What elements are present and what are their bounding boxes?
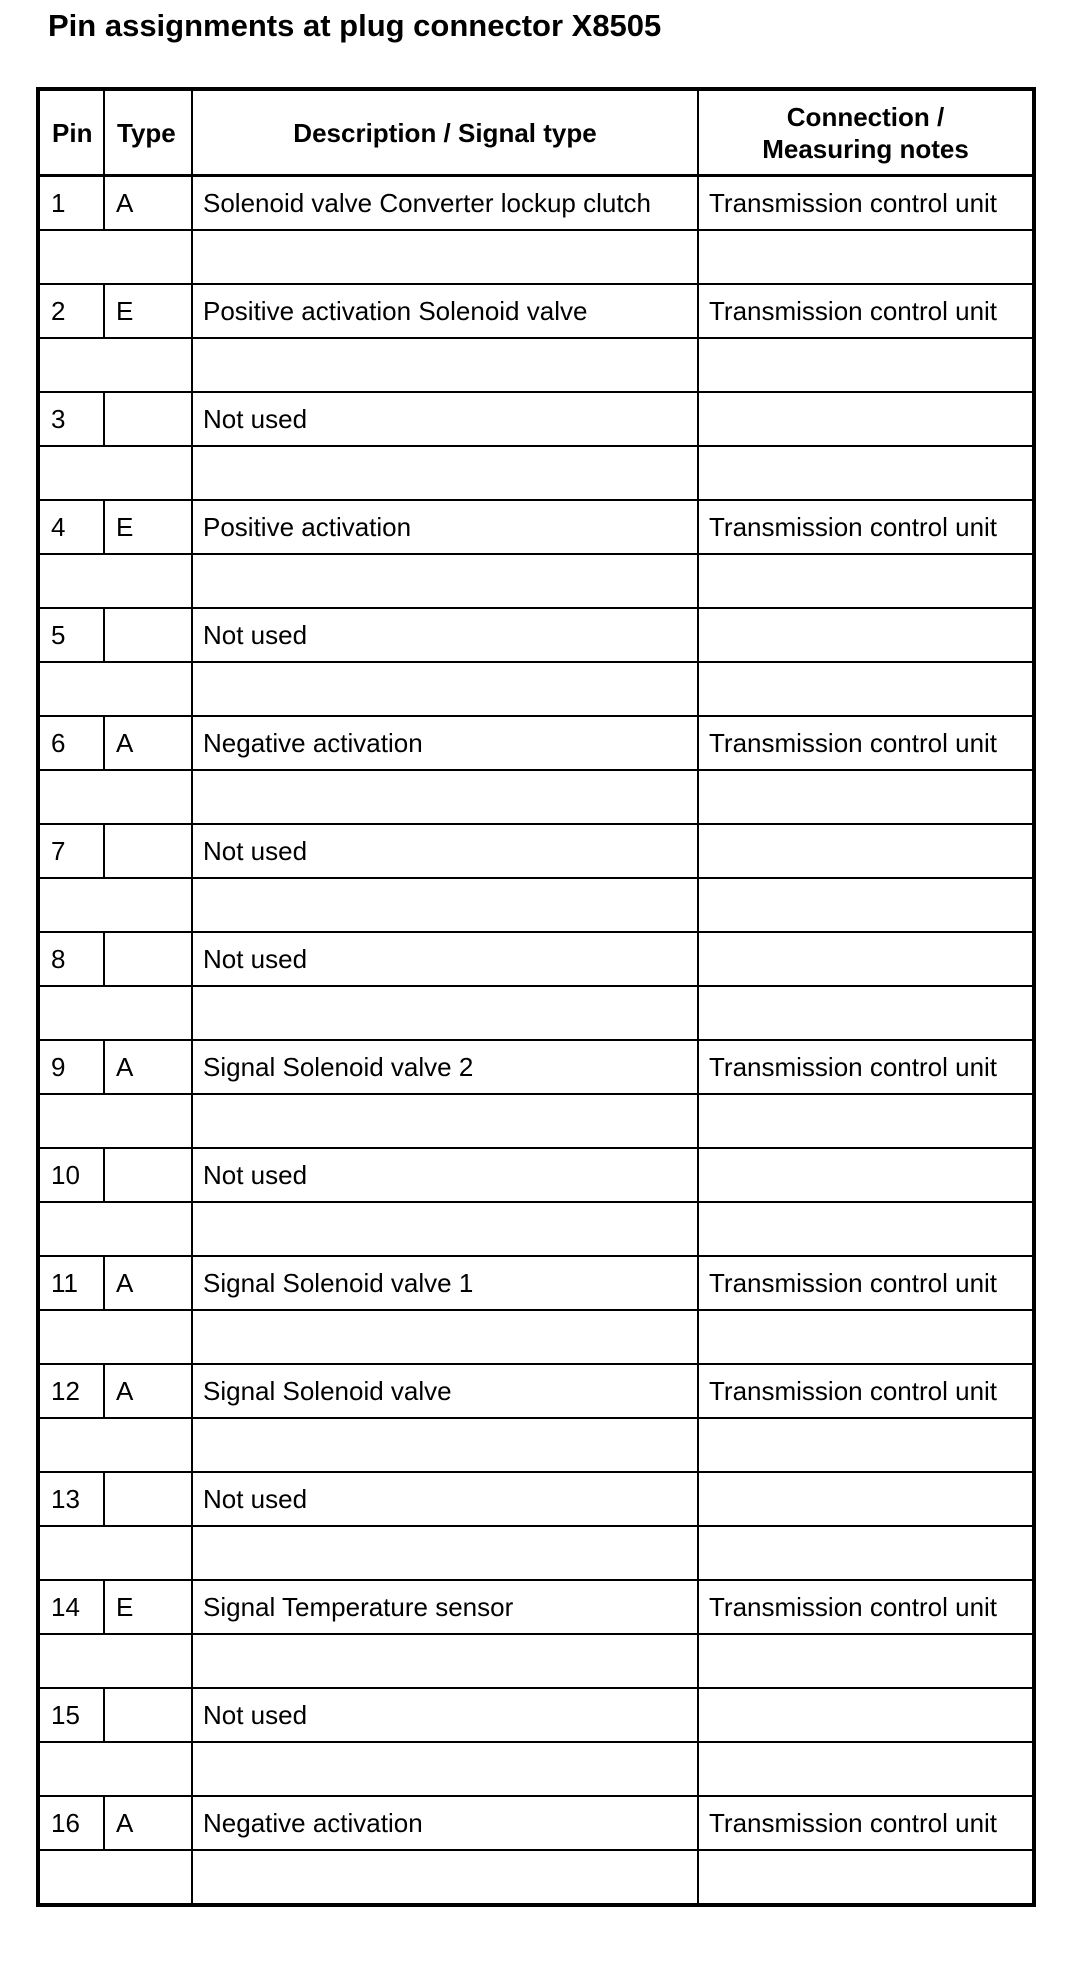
- spacer-cell: [698, 1094, 1034, 1148]
- pin-cell: 16: [38, 1796, 104, 1850]
- table-row: [38, 1796, 1034, 1850]
- spacer-cell: [698, 1202, 1034, 1256]
- connection-cell: [698, 392, 1034, 446]
- header-connection-line2: Measuring notes: [762, 133, 969, 164]
- pin-cell: 15: [38, 1688, 104, 1742]
- type-cell: A: [104, 1256, 192, 1310]
- spacer-cell: [698, 1634, 1034, 1688]
- pin-cell: 2: [38, 284, 104, 338]
- spacer-cell: [698, 1742, 1034, 1796]
- spacer-cell: [192, 1310, 698, 1364]
- description-cell: Signal Solenoid valve 2: [192, 1040, 698, 1094]
- pin-cell: 1: [38, 176, 104, 231]
- spacer-cell: [38, 770, 192, 824]
- table-row: [38, 284, 1034, 338]
- pin-cell: 10: [38, 1148, 104, 1202]
- header-description: Description / Signal type: [192, 89, 698, 176]
- spacer-cell: [192, 662, 698, 716]
- spacer-cell: [698, 230, 1034, 284]
- table-row: [38, 932, 1034, 986]
- spacer-cell: [698, 1526, 1034, 1580]
- connection-cell: [698, 608, 1034, 662]
- type-cell: [104, 932, 192, 986]
- spacer-cell: [698, 554, 1034, 608]
- table-row: [38, 608, 1034, 662]
- spacer-cell: [38, 1418, 192, 1472]
- spacer-cell: [698, 1418, 1034, 1472]
- header-type: Type: [104, 89, 192, 176]
- pin-cell: 4: [38, 500, 104, 554]
- spacer-cell: [698, 1850, 1034, 1905]
- spacer-cell: [698, 1310, 1034, 1364]
- spacer-cell: [192, 1742, 698, 1796]
- spacer-cell: [38, 986, 192, 1040]
- type-cell: E: [104, 284, 192, 338]
- table-row: [38, 1688, 1034, 1742]
- type-cell: [104, 392, 192, 446]
- connection-cell: [698, 824, 1034, 878]
- type-cell: A: [104, 716, 192, 770]
- description-cell: Not used: [192, 1688, 698, 1742]
- spacer-row: [38, 1202, 1034, 1256]
- spacer-row: [38, 770, 1034, 824]
- pin-cell: 6: [38, 716, 104, 770]
- spacer-cell: [38, 1850, 192, 1905]
- header-connection: [698, 89, 1034, 176]
- spacer-cell: [192, 1094, 698, 1148]
- type-cell: [104, 608, 192, 662]
- description-cell: Not used: [192, 1148, 698, 1202]
- table-row: [38, 1256, 1034, 1310]
- spacer-cell: [698, 338, 1034, 392]
- description-cell: Signal Solenoid valve 1: [192, 1256, 698, 1310]
- spacer-cell: [192, 554, 698, 608]
- spacer-cell: [192, 878, 698, 932]
- type-cell: A: [104, 1796, 192, 1850]
- spacer-row: [38, 554, 1034, 608]
- spacer-cell: [698, 662, 1034, 716]
- type-cell: A: [104, 1364, 192, 1418]
- spacer-cell: [192, 1418, 698, 1472]
- pin-cell: 7: [38, 824, 104, 878]
- spacer-cell: [698, 446, 1034, 500]
- spacer-cell: [38, 1634, 192, 1688]
- spacer-cell: [192, 338, 698, 392]
- connection-cell: [698, 1148, 1034, 1202]
- connection-cell: Transmission control unit: [698, 1580, 1034, 1634]
- spacer-cell: [192, 230, 698, 284]
- spacer-row: [38, 446, 1034, 500]
- table-header-row: [38, 89, 1034, 176]
- spacer-cell: [698, 878, 1034, 932]
- description-cell: Not used: [192, 608, 698, 662]
- spacer-row: [38, 878, 1034, 932]
- spacer-row: [38, 1634, 1034, 1688]
- spacer-cell: [192, 446, 698, 500]
- description-cell: Solenoid valve Converter lockup clutch: [192, 176, 698, 231]
- spacer-cell: [38, 554, 192, 608]
- table-row: [38, 1040, 1034, 1094]
- table-row: [38, 1364, 1034, 1418]
- spacer-cell: [38, 878, 192, 932]
- type-cell: E: [104, 1580, 192, 1634]
- pin-cell: 3: [38, 392, 104, 446]
- table-row: [38, 824, 1034, 878]
- connection-cell: Transmission control unit: [698, 1256, 1034, 1310]
- pin-cell: 11: [38, 1256, 104, 1310]
- description-cell: Not used: [192, 1472, 698, 1526]
- spacer-cell: [192, 1526, 698, 1580]
- connection-cell: Transmission control unit: [698, 1040, 1034, 1094]
- type-cell: [104, 1148, 192, 1202]
- table-row: [38, 176, 1034, 231]
- spacer-cell: [38, 230, 192, 284]
- description-cell: Not used: [192, 932, 698, 986]
- spacer-cell: [192, 1634, 698, 1688]
- pin-cell: 12: [38, 1364, 104, 1418]
- spacer-row: [38, 1526, 1034, 1580]
- description-cell: Negative activation: [192, 716, 698, 770]
- pin-assignment-table: [36, 87, 1036, 1907]
- type-cell: A: [104, 1040, 192, 1094]
- spacer-row: [38, 1850, 1034, 1905]
- pin-cell: 8: [38, 932, 104, 986]
- spacer-cell: [38, 446, 192, 500]
- description-cell: Negative activation: [192, 1796, 698, 1850]
- spacer-cell: [38, 338, 192, 392]
- header-connection-line1: Connection /: [786, 101, 945, 132]
- connection-cell: Transmission control unit: [698, 500, 1034, 554]
- connection-cell: Transmission control unit: [698, 176, 1034, 231]
- pin-cell: 5: [38, 608, 104, 662]
- table-row: [38, 1148, 1034, 1202]
- spacer-cell: [38, 1310, 192, 1364]
- type-cell: E: [104, 500, 192, 554]
- spacer-row: [38, 986, 1034, 1040]
- pin-cell: 13: [38, 1472, 104, 1526]
- spacer-cell: [192, 1850, 698, 1905]
- spacer-row: [38, 662, 1034, 716]
- connection-cell: [698, 932, 1034, 986]
- table-row: [38, 1580, 1034, 1634]
- description-cell: Not used: [192, 392, 698, 446]
- spacer-cell: [192, 1202, 698, 1256]
- description-cell: Positive activation Solenoid valve: [192, 284, 698, 338]
- description-cell: Signal Solenoid valve: [192, 1364, 698, 1418]
- table-body: [38, 176, 1034, 1906]
- description-cell: Positive activation: [192, 500, 698, 554]
- type-cell: A: [104, 176, 192, 231]
- spacer-cell: [698, 770, 1034, 824]
- description-cell: Not used: [192, 824, 698, 878]
- description-cell: Signal Temperature sensor: [192, 1580, 698, 1634]
- type-cell: [104, 824, 192, 878]
- table-row: [38, 392, 1034, 446]
- table-row: [38, 716, 1034, 770]
- connection-cell: [698, 1472, 1034, 1526]
- spacer-row: [38, 1418, 1034, 1472]
- page-title: Pin assignments at plug connector X8505: [48, 8, 662, 43]
- connection-cell: [698, 1688, 1034, 1742]
- header-pin: Pin: [38, 89, 104, 176]
- table-row: [38, 500, 1034, 554]
- type-cell: [104, 1688, 192, 1742]
- type-cell: [104, 1472, 192, 1526]
- connection-cell: Transmission control unit: [698, 1796, 1034, 1850]
- spacer-cell: [192, 770, 698, 824]
- spacer-cell: [38, 1742, 192, 1796]
- connection-cell: Transmission control unit: [698, 284, 1034, 338]
- spacer-row: [38, 1310, 1034, 1364]
- pin-cell: 9: [38, 1040, 104, 1094]
- spacer-cell: [38, 1526, 192, 1580]
- spacer-row: [38, 1742, 1034, 1796]
- spacer-cell: [38, 662, 192, 716]
- spacer-cell: [192, 986, 698, 1040]
- pin-cell: 14: [38, 1580, 104, 1634]
- spacer-cell: [38, 1202, 192, 1256]
- spacer-row: [38, 230, 1034, 284]
- connection-cell: Transmission control unit: [698, 1364, 1034, 1418]
- spacer-cell: [698, 986, 1034, 1040]
- spacer-cell: [38, 1094, 192, 1148]
- connection-cell: Transmission control unit: [698, 716, 1034, 770]
- spacer-row: [38, 338, 1034, 392]
- table-row: [38, 1472, 1034, 1526]
- spacer-row: [38, 1094, 1034, 1148]
